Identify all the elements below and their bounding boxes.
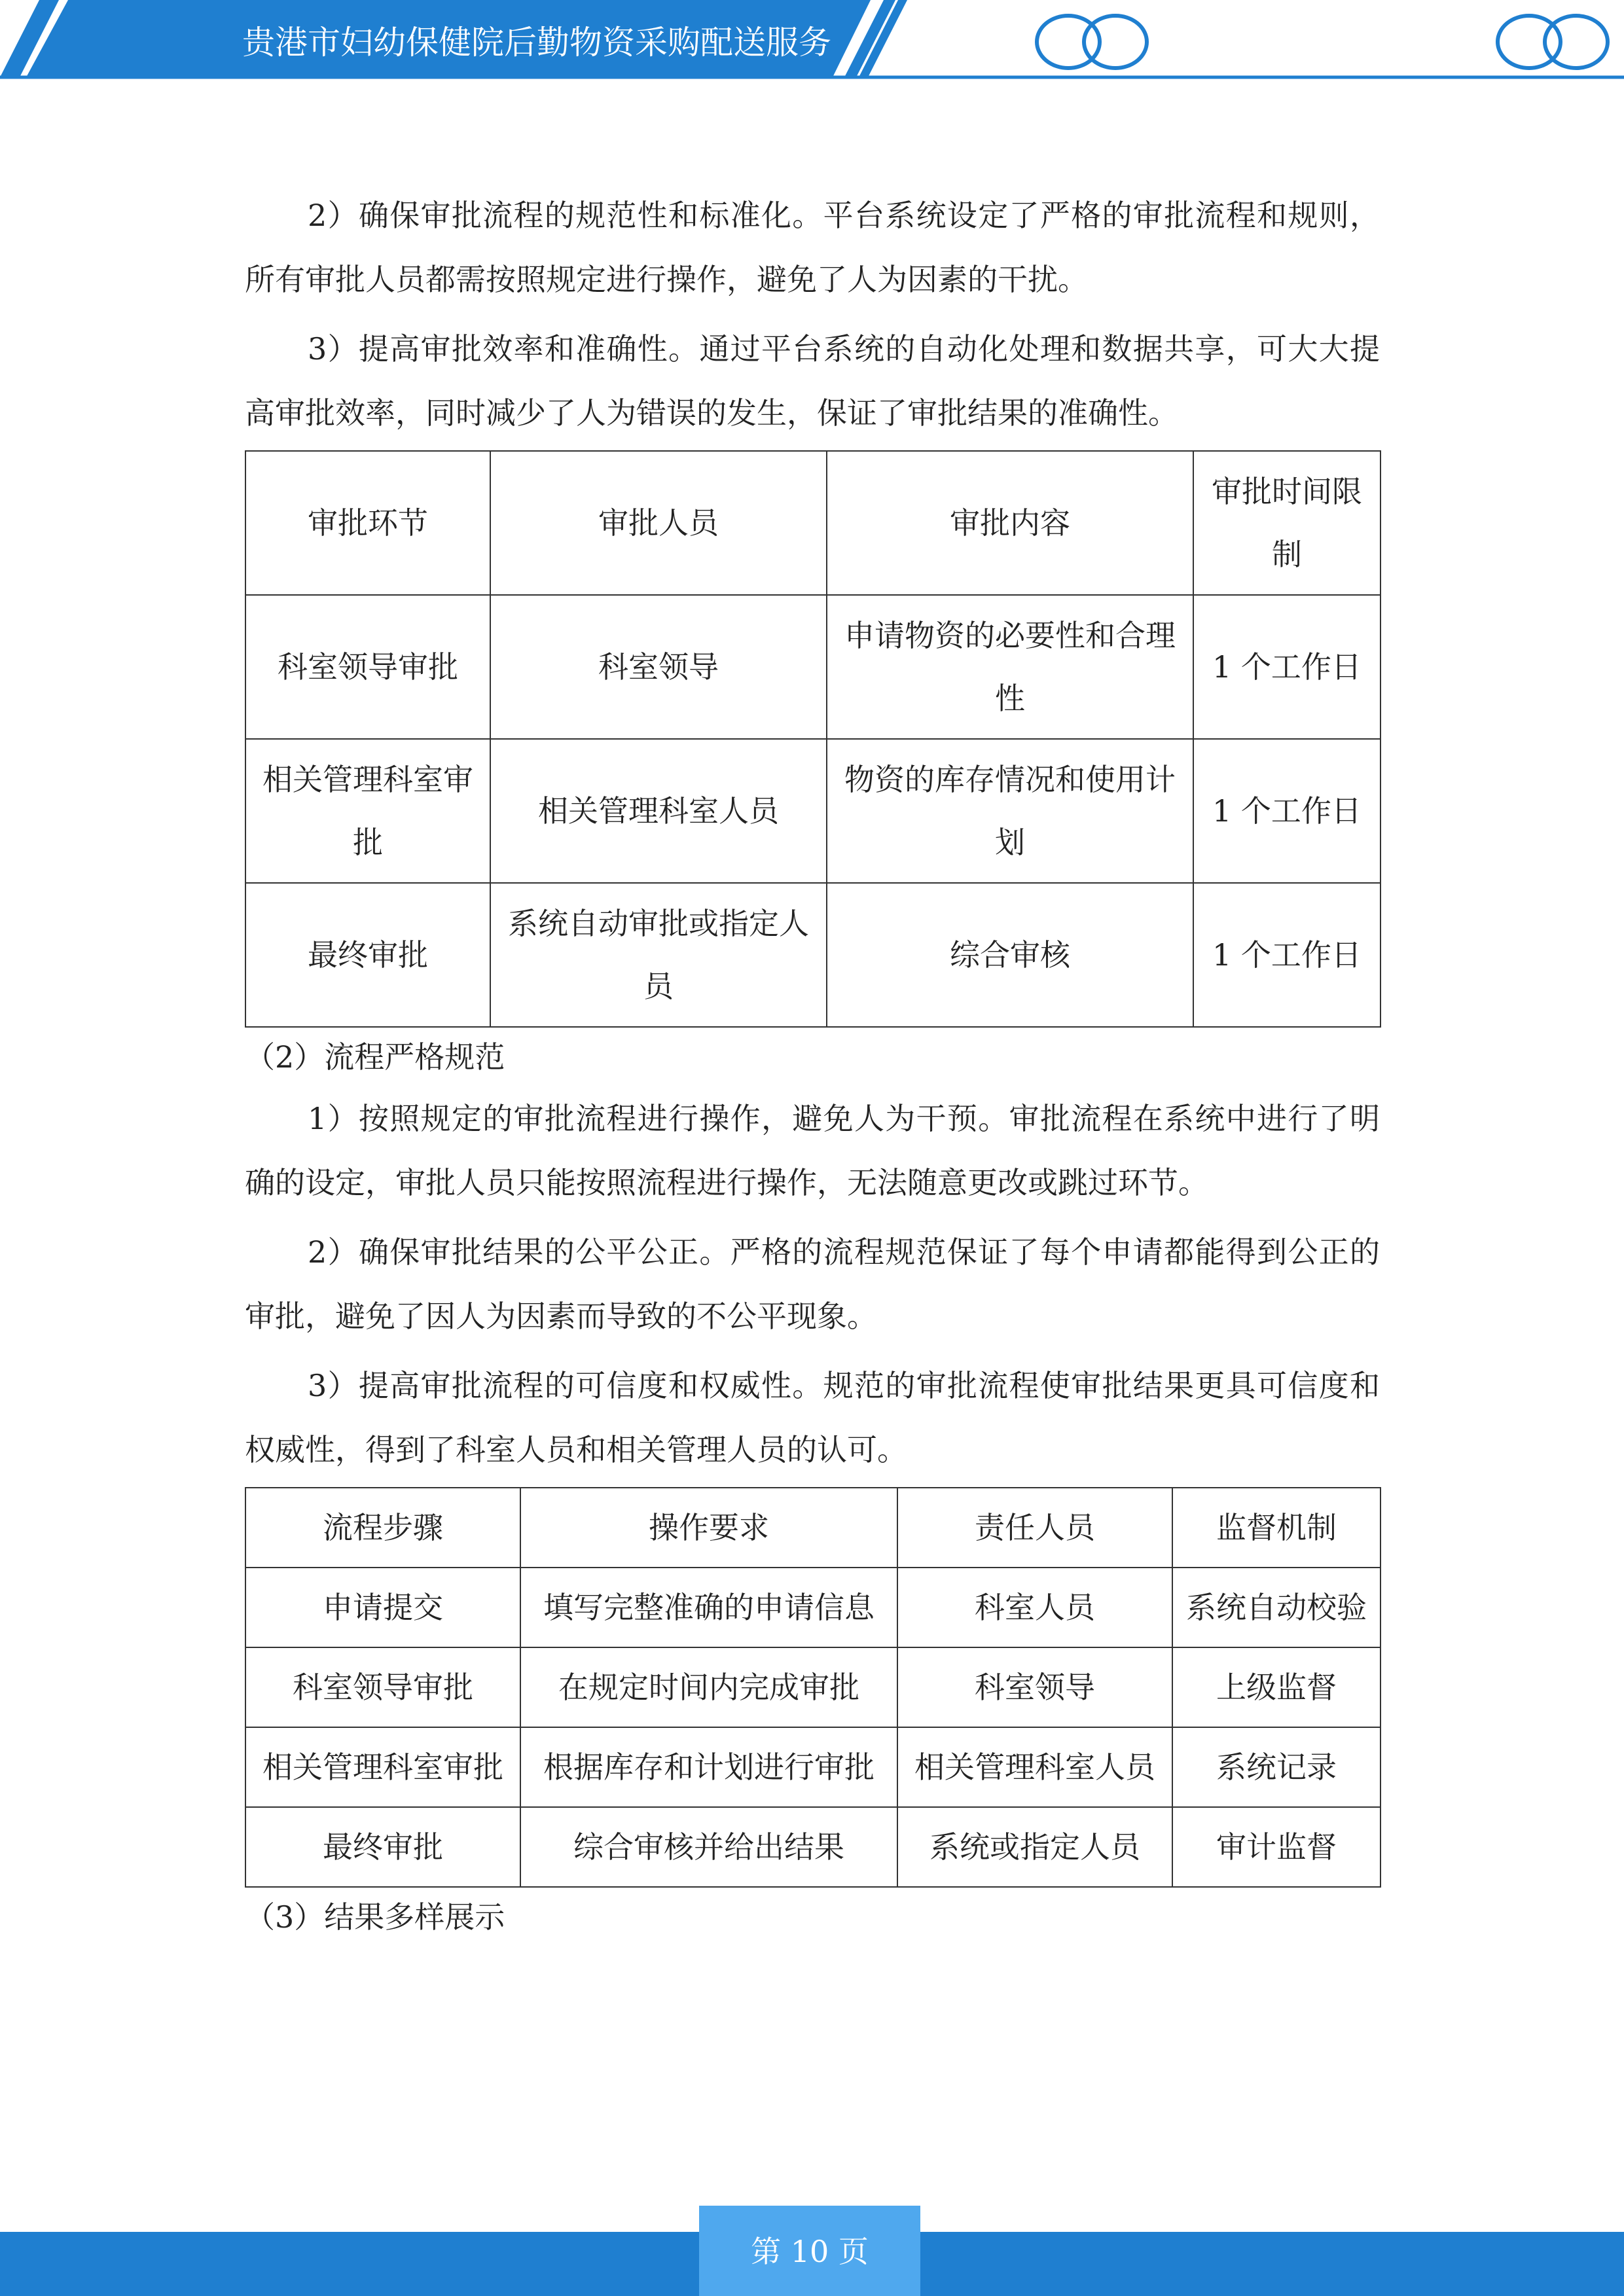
paragraph: 2）确保审批结果的公平公正。严格的流程规范保证了每个申请都能得到公正的审批，避免了因人为因素而导致的不公平现象。 [245,1234,1380,1334]
table-cell: 1 个工作日 [1193,739,1380,883]
table-header-cell: 审批人员 [490,451,827,595]
table-cell: 科室领导 [897,1647,1172,1727]
paragraph: 3）提高审批效率和准确性。通过平台系统的自动化处理和数据共享，可大大提高审批效率，同时减少了人为错误的发生，保证了审批结果的准确性。 [245,331,1380,431]
table-header-row [245,451,1380,595]
table-cell: 申请提交 [245,1568,520,1647]
table-row [245,883,1380,1027]
table-row [245,1807,1380,1887]
process-standard-table [245,1487,1381,1888]
paragraph: 3）提高审批流程的可信度和权威性。规范的审批流程使审批结果更具可信度和权威性，得到了科室人员和相关管理人员的认可。 [245,1368,1380,1467]
table-row [245,1568,1380,1647]
page-number: 第 10 页 [751,2234,869,2269]
table-cell: 科室领导 [490,595,827,739]
paragraph: 1）按照规定的审批流程进行操作，避免人为干预。审批流程在系统中进行了明确的设定，审批人员只能按照流程进行操作，无法随意更改或跳过环节。 [245,1101,1380,1200]
table-cell: 最终审批 [245,1807,520,1887]
table-row [245,1647,1380,1727]
approval-stage-table [245,450,1381,1028]
page-header [0,0,1624,82]
table-cell: 综合审核并给出结果 [520,1807,897,1887]
table-row [245,1727,1380,1807]
table-cell: 填写完整准确的申请信息 [520,1568,897,1647]
table-cell: 申请物资的必要性和合理性 [827,595,1193,739]
table-cell: 最终审批 [245,883,490,1027]
table-cell: 1 个工作日 [1193,595,1380,739]
header-title: 贵港市妇幼保健院后勤物资采购配送服务 [242,24,831,62]
table-cell: 相关管理科室人员 [490,739,827,883]
table-cell: 审计监督 [1172,1807,1380,1887]
section-heading: （2）流程严格规范 [245,1039,505,1075]
table-cell: 系统或指定人员 [897,1807,1172,1887]
table-cell: 科室人员 [897,1568,1172,1647]
paragraph: 2）确保审批流程的规范性和标准化。平台系统设定了严格的审批流程和规则，所有审批人员都需按照规定进行操作，避免了人为因素的干扰。 [245,198,1380,297]
table-cell: 系统记录 [1172,1727,1380,1807]
table-header-cell: 监督机制 [1172,1488,1380,1568]
table-cell: 科室领导审批 [245,595,490,739]
table-row [245,595,1380,739]
table-cell: 物资的库存情况和使用计划 [827,739,1193,883]
table-cell: 1 个工作日 [1193,883,1380,1027]
rings-logo-icon-right [1498,16,1608,68]
table-header-cell: 操作要求 [520,1488,897,1568]
table-header-cell: 流程步骤 [245,1488,520,1568]
table-row [245,739,1380,883]
table-cell: 在规定时间内完成审批 [520,1647,897,1727]
table-header-cell: 审批时间限制 [1193,451,1380,595]
table-cell: 科室领导审批 [245,1647,520,1727]
table-cell: 相关管理科室审批 [245,1727,520,1807]
table-cell: 相关管理科室人员 [897,1727,1172,1807]
table-header-cell: 审批环节 [245,451,490,595]
table-cell: 系统自动校验 [1172,1568,1380,1647]
document-body [245,183,1380,1946]
rings-logo-icon [1037,16,1147,68]
table-header-cell: 责任人员 [897,1488,1172,1568]
table-cell: 相关管理科室审批 [245,739,490,883]
table-header-cell: 审批内容 [827,451,1193,595]
section-heading: （3）结果多样展示 [245,1899,505,1935]
table-cell: 上级监督 [1172,1647,1380,1727]
table-cell: 根据库存和计划进行审批 [520,1727,897,1807]
table-cell: 系统自动审批或指定人员 [490,883,827,1027]
table-header-row [245,1488,1380,1568]
table-cell: 综合审核 [827,883,1193,1027]
